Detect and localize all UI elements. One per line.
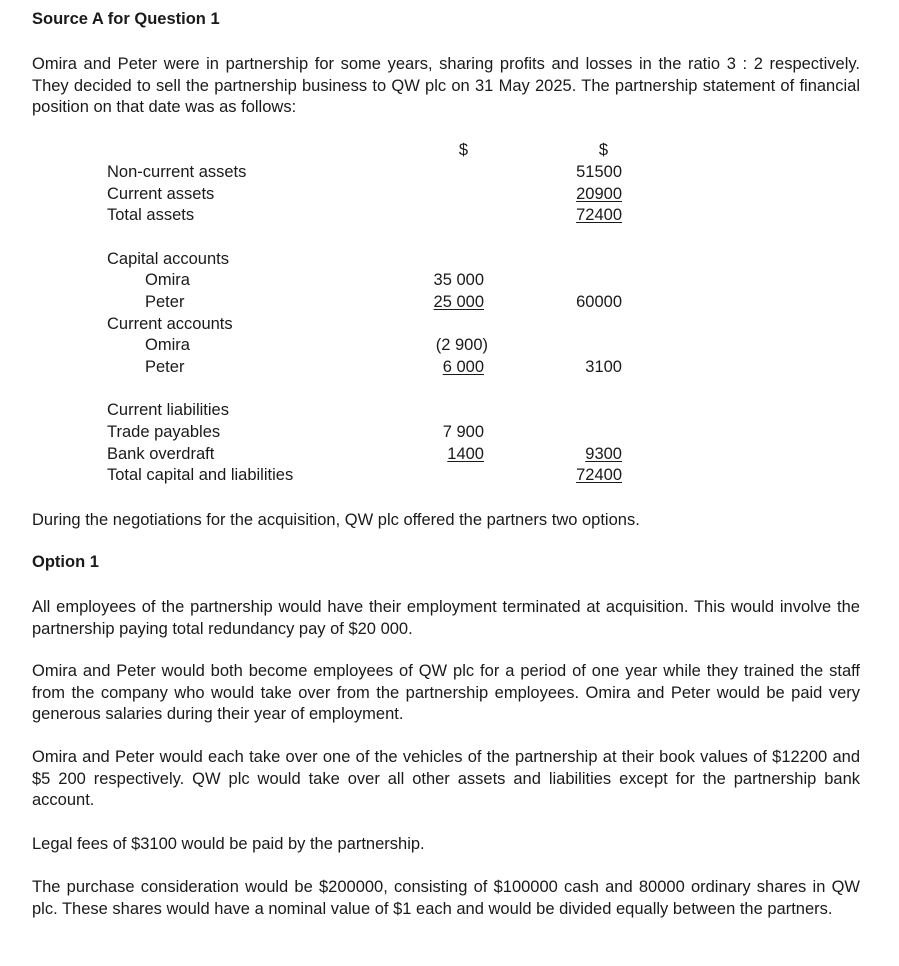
row-label: Omira — [145, 336, 190, 354]
intro-paragraph: Omira and Peter were in partnership for some years, sharing profits and losses in the ratio 3 : 2 respectively. They decided to sell the partnership business to QW plc on 31 May 2025. The partnership statement of financial position on that date was as follows: — [32, 55, 860, 116]
row-label: Bank overdraft — [107, 445, 215, 463]
row-col1: 7 900 — [442, 423, 484, 441]
row-label: Current accounts — [107, 315, 233, 333]
row-label: Total capital and liabilities — [107, 466, 294, 484]
row-label: Trade payables — [107, 423, 221, 441]
option1-paragraph: The purchase consideration would be $200000, consisting of $100000 cash and 80000 ordinary shares in QW plc. These shares would have a nominal value of $1 each and would be divided equally between the partners. — [32, 878, 860, 918]
row-col2: 72400 — [576, 466, 622, 484]
row-label: Current liabilities — [107, 401, 229, 419]
row-col2: 20900 — [576, 185, 622, 203]
row-label: Non-current assets — [107, 163, 247, 181]
negotiations-text: During the negotiations for the acquisition, QW plc offered the partners two options. — [32, 511, 640, 529]
row-col2: 72400 — [576, 206, 622, 224]
option1-paragraph: Omira and Peter would each take over one of the vehicles of the partnership at their book values of $12200 and $5 200 respectively. QW plc would take over all other assets and liabilities except for the partnership bank account. — [32, 748, 860, 809]
source-heading: Source A for Question 1 — [32, 10, 220, 28]
row-col2: 9300 — [585, 445, 622, 463]
option1-paragraph: Omira and Peter would both become employees of QW plc for a period of one year while they trained the staff from the company who would take over from the partnership employees. Omira and Peter would be paid very generous salaries during their year of employment. — [32, 662, 860, 723]
row-col2: 51500 — [576, 163, 622, 181]
option1-title: Option 1 — [32, 553, 99, 571]
row-col1: 25 000 — [433, 293, 484, 311]
row-label: Omira — [145, 271, 190, 289]
row-label: Capital accounts — [107, 250, 229, 268]
row-label: Total assets — [107, 206, 195, 224]
row-label: Current assets — [107, 185, 215, 203]
col1-header: $ — [458, 141, 468, 159]
col2-header: $ — [598, 141, 608, 159]
row-col1: (2 900) — [435, 336, 488, 354]
option1-paragraph: All employees of the partnership would have their employment terminated at acquisition. This would involve the partnership paying total redundancy pay of $20 000. — [32, 598, 860, 638]
row-label: Peter — [145, 358, 185, 376]
row-col2: 60000 — [576, 293, 622, 311]
row-label: Peter — [145, 293, 185, 311]
row-col1: 6 000 — [442, 358, 484, 376]
option1-paragraph: Legal fees of $3100 would be paid by the partnership. — [32, 835, 425, 853]
row-col1: 35 000 — [433, 271, 484, 289]
row-col1: 1400 — [447, 445, 484, 463]
row-col2: 3100 — [585, 358, 622, 376]
